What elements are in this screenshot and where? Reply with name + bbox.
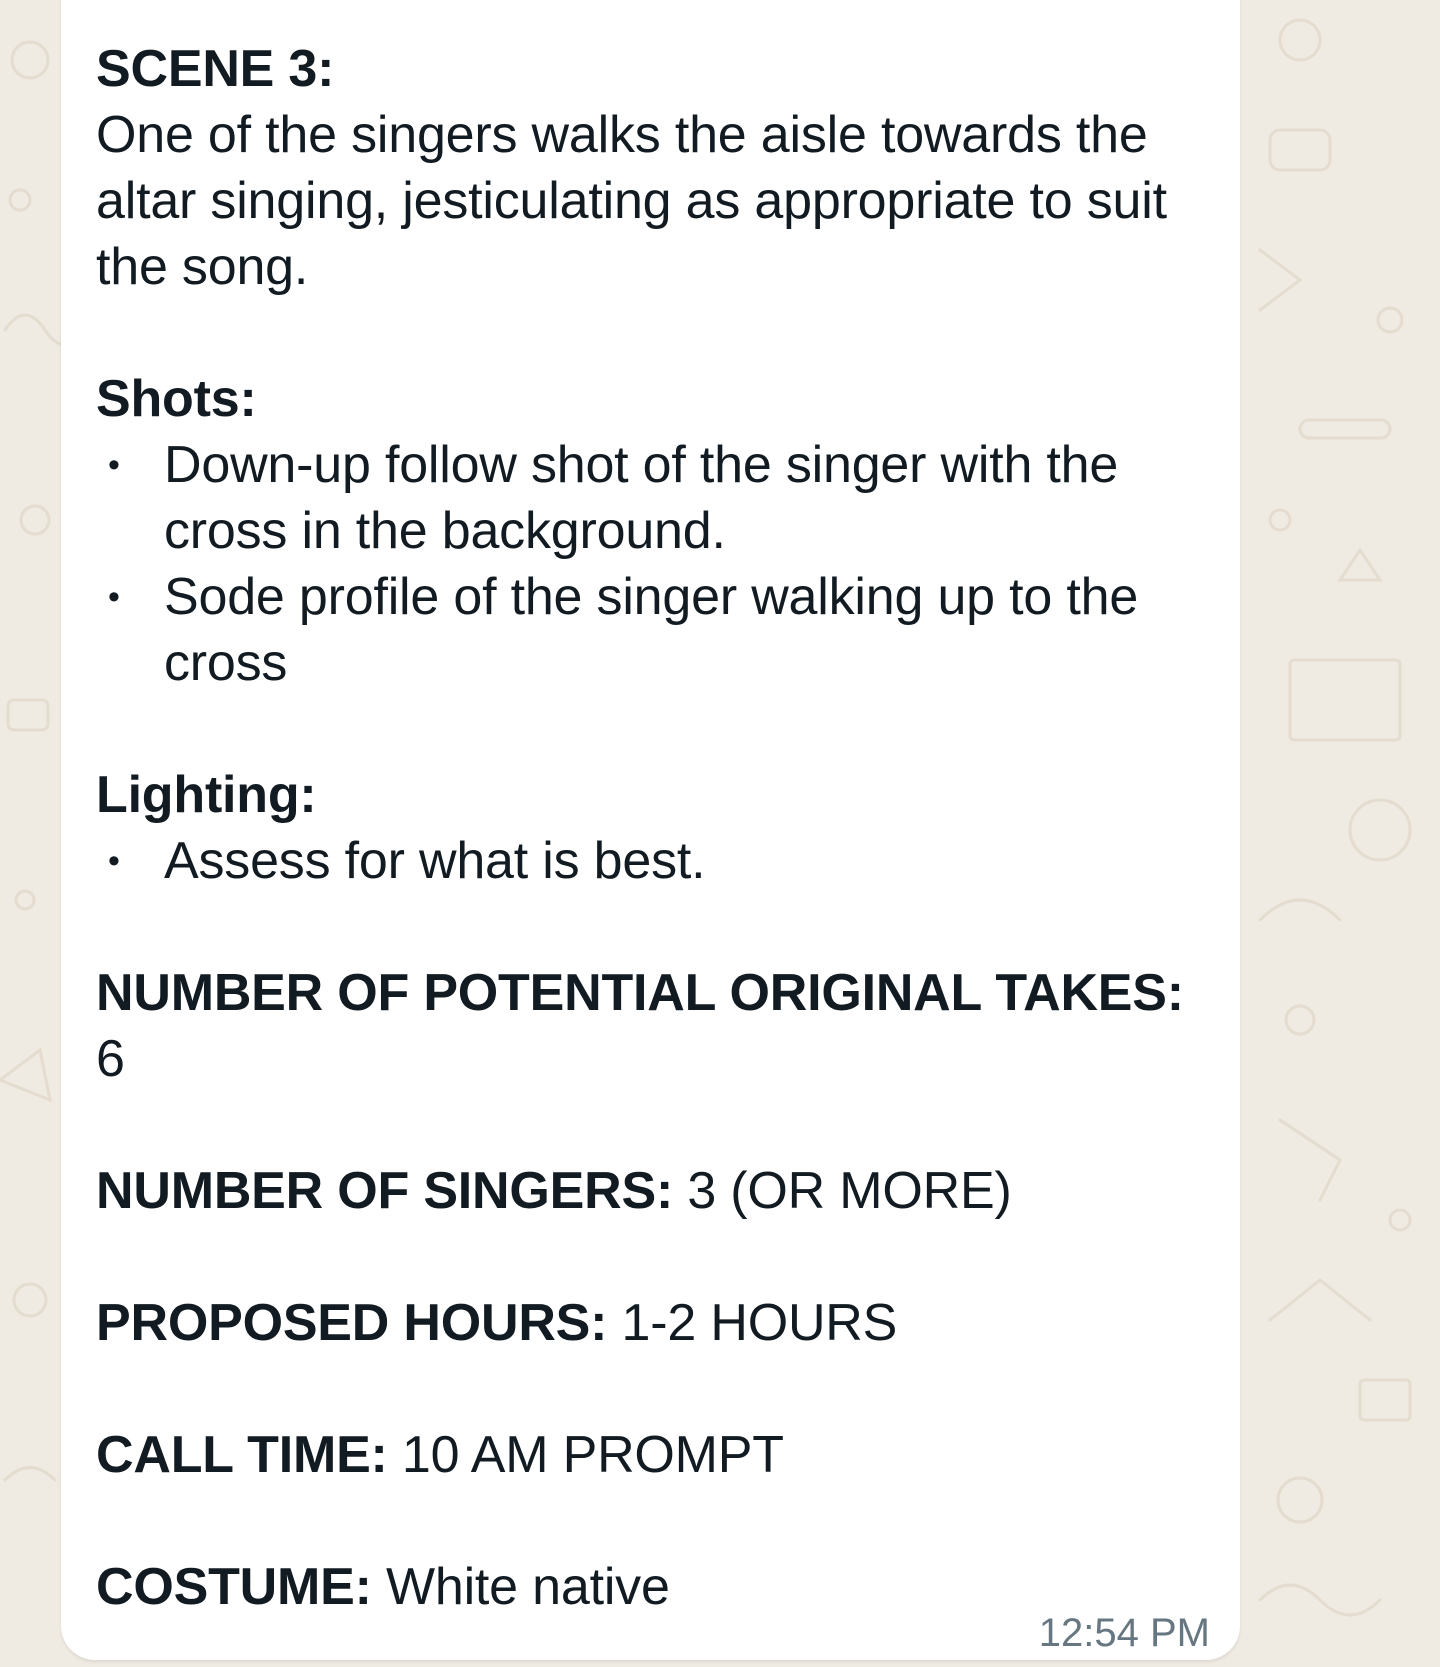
list-item	[96, 828, 1216, 894]
shot-item-text: Sode profile of the singer walking up to the cross	[164, 568, 1139, 692]
costume-value: White native	[371, 1558, 670, 1616]
lighting-list	[96, 828, 1216, 894]
takes-label: NUMBER OF POTENTIAL ORIGINAL TAKES:	[96, 964, 1184, 1022]
takes-value: 6	[96, 1030, 125, 1088]
lighting-item-text: Assess for what is best.	[164, 832, 706, 890]
message-timestamp: 12:54 PM	[1038, 1611, 1210, 1655]
singers-row	[96, 1158, 1216, 1224]
hours-label: PROPOSED HOURS:	[96, 1294, 608, 1352]
bullet-icon: •	[108, 842, 120, 880]
scene-description: One of the singers walks the aisle towards the altar singing, jesticulating as appropriate to suit the song.	[96, 106, 1167, 296]
message-body	[96, 36, 1216, 1620]
shots-heading: Shots:	[96, 370, 257, 428]
hours-value: 1-2 HOURS	[607, 1294, 898, 1352]
scene-heading: SCENE 3:	[96, 40, 335, 98]
singers-label: NUMBER OF SINGERS:	[96, 1162, 674, 1220]
call-time-value: 10 AM PROMPT	[387, 1426, 784, 1484]
call-time-row	[96, 1422, 1216, 1488]
hours-row	[96, 1290, 1216, 1356]
bullet-icon: •	[108, 578, 120, 616]
bullet-icon: •	[108, 446, 120, 484]
shots-list	[96, 432, 1216, 696]
singers-value: 3 (OR MORE)	[673, 1162, 1012, 1220]
costume-label: COSTUME:	[96, 1558, 372, 1616]
shot-item-text: Down-up follow shot of the singer with the cross in the background.	[164, 436, 1119, 560]
lighting-heading: Lighting:	[96, 766, 317, 824]
call-time-label: CALL TIME:	[96, 1426, 388, 1484]
list-item	[96, 564, 1216, 696]
list-item	[96, 432, 1216, 564]
